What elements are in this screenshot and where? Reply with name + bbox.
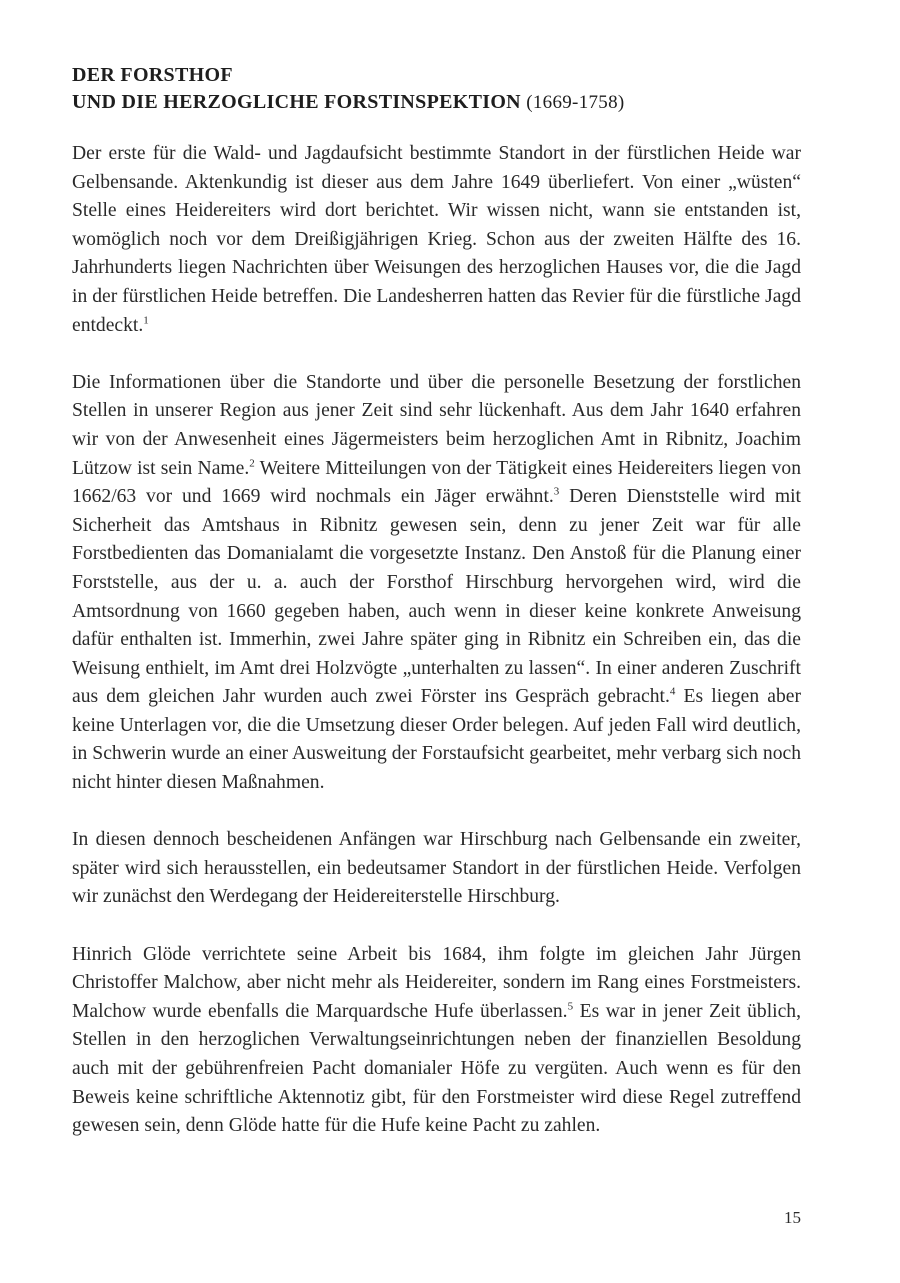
paragraph-2 <box>72 369 801 798</box>
paragraph-text: Es war in jener Zeit üblich, Stellen in den herzoglichen Verwaltungseinrichtungen neben der finanziellen Besoldung auch mit der gebührenfreien Pacht domanialer Höfe zu vergüten. Auch wenn es für den Beweis keine schriftliche Aktennotiz gibt, für den Forstmeister wird diese Regel zutreffend gewesen sein, denn Glöde hatte für die Hufe keine Pacht zu zahlen. <box>72 1000 802 1137</box>
body-text <box>72 140 801 1141</box>
heading-years: (1669-1758) <box>526 92 625 113</box>
heading-title-text: UND DIE HERZOGLICHE FORSTINSPEKTION <box>72 91 521 113</box>
paragraph-text: Hinrich Glöde verrichtete seine Arbeit bis 1684, ihm folgte im gleichen Jahr Jürgen Christoffer Malchow, aber nicht mehr als Heidereiter, sondern im Rang eines Forstmeisters. Malchow wurde ebenfalls die Marquardsche Hufe überlassen. <box>72 943 801 1022</box>
heading-line-2 <box>72 89 832 116</box>
paragraph-text: In diesen dennoch bescheidenen Anfängen war Hirschburg nach Gelbensande ein zweiter, später wird sich herausstellen, ein bedeutsamer Standort in der fürstlichen Heide. Verfolgen wir zunächst den Werdegang der Heidereiterstelle Hirschburg. <box>72 829 801 908</box>
page-number: 15 <box>784 1208 801 1227</box>
footnote-marker: 5 <box>567 1000 574 1013</box>
footnote-marker: 3 <box>553 485 560 498</box>
paragraph-text: Der erste für die Wald- und Jagdaufsicht bestimmte Standort in der fürstlichen Heide war Gelbensande. Aktenkundig ist dieser aus dem Jahre 1649 überliefert. Von einer „wüsten“ Stelle eines Heidereiters wird dort berichtet. Wir wissen nicht, wann sie entstanden ist, womöglich noch vor dem Dreißigjährigen Krieg. Schon aus der zweiten Hälfte des 16. Jahrhunderts liegen Nachrichten über Weisungen des herzoglichen Hauses vor, die die Jagd in der fürstlichen Heide betreffen. Die Landesherren hatten das Revier für die fürstliche Jagd entdeckt. <box>72 143 801 336</box>
paragraph-1 <box>72 140 801 340</box>
chapter-heading <box>72 62 832 116</box>
paragraph-3 <box>72 826 801 912</box>
paragraph-text: Weitere Mitteilungen von der Tätigkeit eines Heidereiters liegen von 1662/63 vor und 1669 wird nochmals ein Jäger erwähnt. <box>72 457 801 508</box>
heading-line-1: DER FORSTHOF <box>72 64 233 86</box>
paragraph-text: Es liegen aber keine Unterlagen vor, die die Umsetzung dieser Order belegen. Auf jeden Fall wird deutlich, in Schwerin wurde an einer Ausweitung der Forstaufsicht gearbeitet, mehr verbarg sich noch nicht hinter diesen Maßnahmen. <box>72 686 801 794</box>
paragraph-text: Deren Dienststelle wird mit Sicherheit das Amtshaus in Ribnitz gewesen sein, denn zu jener Zeit war für alle Forstbedienten das Domanialamt die vorgesetzte Instanz. Den Anstoß für die Planung einer Forststelle, aus der u. a. auch der Forsthof Hirschburg hervorgehen wird, wird die Amtsordnung von 1660 gegeben haben, auch wenn in dieser keine konkrete Anweisung dafür enthalten ist. Immerhin, zwei Jahre später ging in Ribnitz ein Schreiben ein, das die Weisung enthielt, im Amt drei Holzvögte „unterhalten zu lassen“. In einer anderen Zuschrift aus dem gleichen Jahr wurden auch zwei Förster ins Gespräch gebracht. <box>72 486 801 708</box>
footnote-marker: 4 <box>669 685 676 698</box>
paragraph-text: Die Informationen über die Standorte und über die personelle Besetzung der forstlichen Stellen in unserer Region aus jener Zeit sind sehr lückenhaft. Aus dem Jahr 1640 erfahren wir von der Anwesenheit eines Jägermeisters beim herzoglichen Amt in Ribnitz, Joachim Lützow ist sein Name. <box>72 371 801 479</box>
footnote-marker: 2 <box>249 457 255 469</box>
paragraph-4 <box>72 941 801 1141</box>
footnote-marker: 1 <box>143 314 149 327</box>
